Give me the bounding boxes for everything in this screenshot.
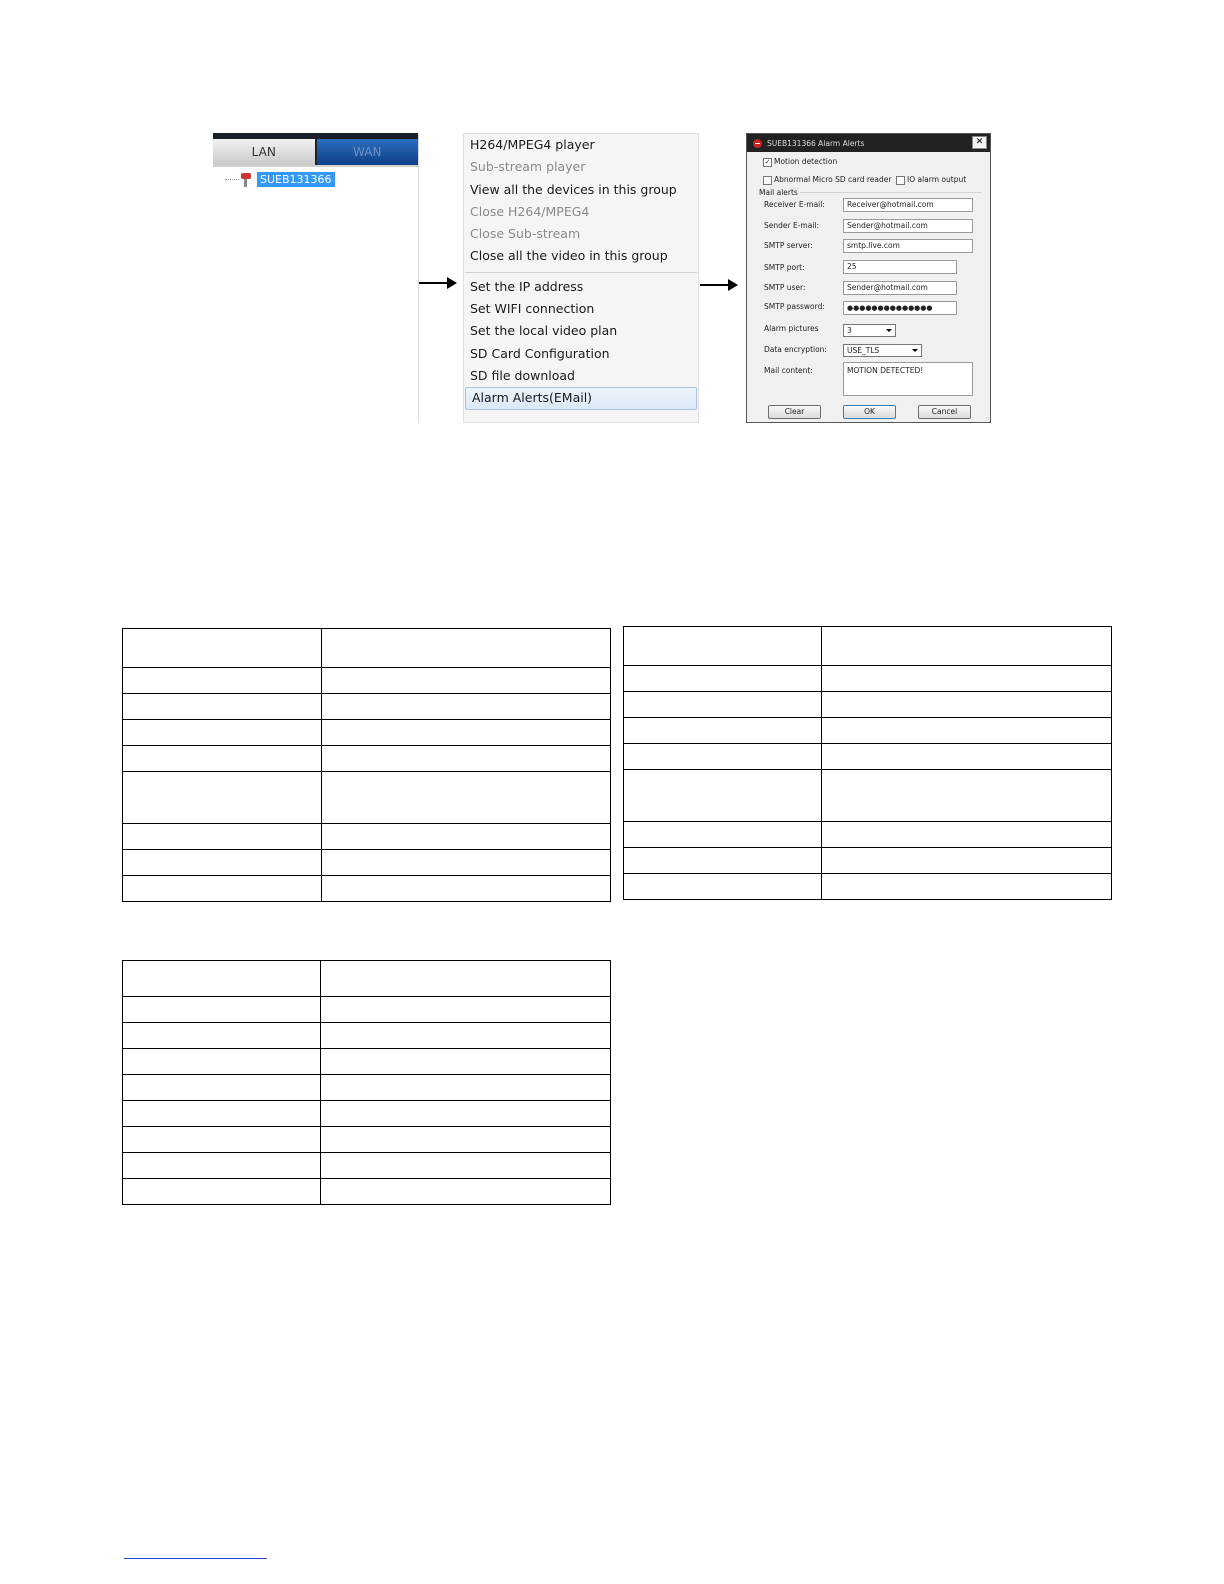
mail-content-label: Mail content: (764, 366, 813, 375)
table-row (123, 1075, 611, 1101)
table-row (123, 772, 611, 824)
menu-separator (465, 272, 697, 273)
table-row (123, 1153, 611, 1179)
abnormal-sd-label: Abnormal Micro SD card reader (774, 175, 892, 184)
mail-alerts-group-label: Mail alerts (759, 188, 798, 197)
tab-wan[interactable]: WAN (317, 139, 419, 165)
table-row (123, 824, 611, 850)
menu-item-set-wifi[interactable]: Set WIFI connection (470, 301, 595, 317)
alarm-pictures-select[interactable] (843, 324, 896, 337)
io-alarm-label: IO alarm output (907, 175, 967, 184)
table-row (123, 961, 611, 997)
table-row (123, 1179, 611, 1205)
table-row (123, 746, 611, 772)
device-tree-panel (213, 133, 419, 422)
blank-table-b (623, 626, 1112, 900)
tab-lan[interactable]: LAN (213, 139, 317, 165)
table-row (624, 718, 1112, 744)
device-name-label[interactable]: SUEB131366 (257, 172, 335, 187)
motion-detection-label: Motion detection (774, 157, 838, 166)
cancel-button[interactable]: Cancel (918, 405, 971, 419)
table-row (624, 770, 1112, 822)
sender-email-label: Sender E-mail: (764, 221, 820, 230)
menu-item-sd-file-download[interactable]: SD file download (470, 367, 575, 383)
table-row (624, 666, 1112, 692)
tree-divider (213, 165, 418, 167)
abnormal-sd-checkbox[interactable] (763, 175, 891, 185)
app-icon (753, 139, 762, 148)
receiver-email-label: Receiver E-mail: (764, 200, 825, 209)
data-encryption-value: USE_TLS (847, 346, 880, 355)
checkbox-checked-icon: ✓ (764, 157, 771, 166)
alarm-pictures-label: Alarm pictures (764, 324, 819, 333)
table-row (123, 1023, 611, 1049)
table-row (123, 1049, 611, 1075)
menu-item-local-video-plan[interactable]: Set the local video plan (470, 323, 618, 339)
clear-button[interactable]: Clear (768, 405, 821, 419)
menu-item-close-sub-stream[interactable]: Close Sub-stream (470, 226, 581, 242)
checkbox-icon (763, 176, 772, 185)
table-row (123, 694, 611, 720)
alarm-pictures-value: 3 (847, 326, 852, 335)
data-encryption-label: Data encryption: (764, 345, 827, 354)
tree-item-device[interactable] (225, 171, 335, 187)
smtp-user-label: SMTP user: (764, 283, 806, 292)
sender-email-field[interactable]: Sender@hotmail.com (843, 219, 973, 233)
io-alarm-checkbox[interactable] (896, 175, 966, 185)
table-row (624, 692, 1112, 718)
smtp-password-field[interactable]: ●●●●●●●●●●●●●● (843, 301, 957, 315)
table-row (123, 876, 611, 902)
table-row (123, 997, 611, 1023)
table-row (123, 668, 611, 694)
table-row (624, 744, 1112, 770)
alarm-alerts-dialog (746, 133, 991, 423)
menu-item-h264-player[interactable]: H264/MPEG4 player (470, 137, 595, 152)
dialog-title: SUEB131366 Alarm Alerts (767, 138, 865, 148)
blank-table-a (122, 628, 611, 902)
table-row (624, 848, 1112, 874)
dialog-title-bar (747, 134, 990, 152)
mail-content-textarea[interactable]: MOTION DETECTED! (843, 362, 973, 396)
smtp-port-field[interactable]: 25 (843, 260, 957, 274)
table-row (123, 1127, 611, 1153)
menu-item-set-ip-address[interactable]: Set the IP address (470, 278, 584, 294)
table-row (624, 874, 1112, 900)
smtp-server-label: SMTP server: (764, 241, 813, 250)
table-row (624, 822, 1112, 848)
menu-item-close-h264[interactable]: Close H264/MPEG4 (470, 203, 590, 219)
menu-item-alarm-alerts[interactable]: Alarm Alerts(EMail) (465, 387, 697, 410)
ok-button[interactable]: OK (843, 405, 896, 419)
data-encryption-select[interactable] (843, 344, 922, 357)
smtp-password-label: SMTP password: (764, 302, 825, 311)
smtp-port-label: SMTP port: (764, 263, 805, 272)
receiver-email-field[interactable]: Receiver@hotmail.com (843, 198, 973, 212)
table-row (123, 629, 611, 668)
arrow-right-icon (700, 284, 736, 286)
smtp-user-field[interactable]: Sender@hotmail.com (843, 281, 957, 295)
context-menu (463, 133, 699, 423)
arrow-right-icon (419, 282, 455, 284)
motion-detection-checkbox[interactable] (763, 157, 837, 167)
tree-tabs (213, 139, 418, 165)
smtp-server-field[interactable]: smtp.live.com (843, 239, 973, 253)
chevron-down-icon (912, 349, 918, 352)
table-row (123, 720, 611, 746)
table-row (123, 850, 611, 876)
chevron-down-icon (886, 329, 892, 332)
footer-link-underline[interactable] (124, 1558, 267, 1559)
close-icon[interactable]: ✕ (972, 136, 987, 149)
table-row (624, 627, 1112, 666)
menu-item-view-all-devices[interactable]: View all the devices in this group (470, 181, 677, 197)
table-row (123, 1101, 611, 1127)
checkbox-icon (896, 176, 905, 185)
blank-table-c (122, 960, 611, 1205)
menu-item-sub-stream-player[interactable]: Sub-stream player (470, 159, 586, 175)
menu-item-close-all-video[interactable]: Close all the video in this group (470, 248, 668, 264)
camera-icon (225, 171, 257, 187)
menu-item-sd-card-config[interactable]: SD Card Configuration (470, 345, 610, 361)
